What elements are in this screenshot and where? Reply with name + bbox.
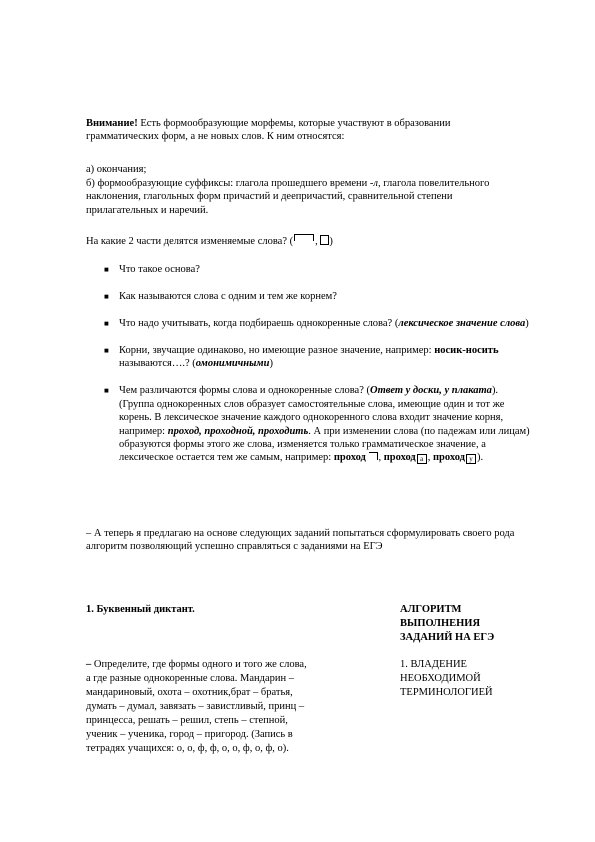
forms-pre: Чем различаются формы слова и однокоренные слова? ( — [119, 385, 370, 397]
ending-box-icon — [417, 454, 427, 464]
list-item — [86, 344, 530, 371]
parts-question — [86, 234, 516, 248]
forms-tail: ). — [476, 452, 484, 464]
bullet-icon: ■ — [104, 292, 109, 301]
algorithm-title-text: АЛГОРИТМ ВЫПОЛНЕНИЯ ЗАДАНИЙ НА ЕГЭ — [400, 604, 495, 643]
task1-body — [86, 658, 312, 756]
forms-word-3: проход — [432, 452, 465, 464]
task1-heading — [86, 603, 312, 616]
list-item — [86, 290, 530, 303]
questions-list — [86, 263, 530, 478]
list-item — [86, 263, 530, 276]
question-pre: Что надо учитывать, когда подбираешь однокоренные слова? ( — [119, 318, 399, 329]
question-italic: омонимичными — [195, 358, 270, 370]
bullet-icon: ■ — [104, 386, 109, 396]
algorithm-intro: – А теперь я предлагаю на основе следующих заданий попытаться сформулировать своего рода алгоритм позволяющий успешно справляться с заданиями на ЕГЭ — [86, 528, 515, 553]
parts-question-post: ) — [329, 236, 333, 247]
question-text: Как называются слова с одним и тем же корнем? — [119, 291, 337, 302]
question-pre: Корни, звучащие одинаково, но имеющие разное значение, например: — [119, 345, 435, 356]
task1-body-text: Определите, где формы одного и того же слова, а где разные однокоренные слова. Мандарин – мандариновый, охота – охотник,брат – братья, думать – думал, завязать – завистливый, принц – принцесса, решать – решил, степь – степной, ученик – ученика, город – пригород. (Запись в тетрадях учащихся: о, о, ф, ф, о, о, ф, о, ф, о). — [86, 659, 307, 754]
task1-dash: – — [86, 659, 94, 670]
root-arc-icon — [294, 234, 314, 241]
algorithm-title — [400, 603, 530, 645]
ending-mark: у — [469, 455, 473, 464]
bullet-icon: ■ — [104, 265, 109, 274]
bullet-icon: ■ — [104, 319, 109, 328]
attention-label: Внимание! — [86, 118, 138, 129]
morpheme-item-b — [86, 177, 516, 217]
morpheme-b-pre: б) формообразующие суффиксы: глагола прошедшего времени - — [86, 178, 374, 189]
forms-word-2: проход — [383, 452, 416, 464]
forms-examples: проход, проходной, проходить — [167, 425, 309, 437]
attention-text: Есть формообразующие морфемы, которые участвуют в образовании грамматических форм, а не новых слов. К ним относятся: — [86, 118, 451, 143]
morpheme-b-post: , глагола повелительного наклонения, глагольных форм причастий и деепричастий, сравнительной степени прилагательных и наречий. — [86, 178, 490, 216]
task1-heading-text: 1. Буквенный диктант. — [86, 604, 195, 615]
forms-after-italic: ). (Группа однокоренных слов образует самостоятельные слова, имеющие один и тот же корень. В лексическое значение каждого однокоренного слова входит значение корня, например: — [119, 385, 505, 437]
attention-paragraph — [86, 117, 516, 144]
morpheme-b-suffix: л — [373, 178, 379, 189]
null-ending-icon — [369, 452, 378, 460]
forms-italic: Ответ у доски, у плаката — [370, 385, 492, 397]
forms-after-examples: . А при изменении слова (по падежам или лицам) образуются формы этого же слова, изменяется только грамматическое значение, а лексическое остается тем же самым, например: — [119, 425, 530, 464]
question-text: Что такое основа? — [119, 264, 200, 275]
parts-question-pre: На какие 2 части делятся изменяемые слова? ( — [86, 236, 294, 247]
morpheme-item-a: а) окончания; — [86, 164, 147, 175]
list-item: ■ Чем различаются формы слова и однокоренные слова? (Ответ у доски, у плаката). (Группа однокоренных слов образует самостоятельные слова, имеющие один и тот же корень. В лексическое значение каждого однокоренного слова входит значение корня, например: проход, проходной, проходить. А при изменении слова (по падежам или лицам) образуются формы этого же слова, изменяется только грамматическое значение, а лексическое остается тем же самым, например: проход , проход а , проход у ). — [104, 385, 530, 464]
algorithm-step-1: 1. ВЛАДЕНИЕ НЕОБХОДИМОЙ ТЕРМИНОЛОГИЕЙ — [400, 659, 493, 698]
question-mid: называются….? ( — [119, 358, 196, 370]
question-italic: лексическое значение слова — [398, 318, 526, 329]
question-bold: носик-носить — [434, 345, 499, 356]
ending-box-icon — [466, 454, 476, 464]
parts-question-mid: , — [315, 236, 321, 247]
bullet-icon: ■ — [104, 346, 109, 355]
question-post: ) — [269, 358, 273, 370]
question-post: ) — [525, 318, 529, 329]
list-item — [86, 317, 530, 330]
ending-mark: а — [420, 455, 424, 464]
forms-word-1: проход — [333, 452, 366, 464]
